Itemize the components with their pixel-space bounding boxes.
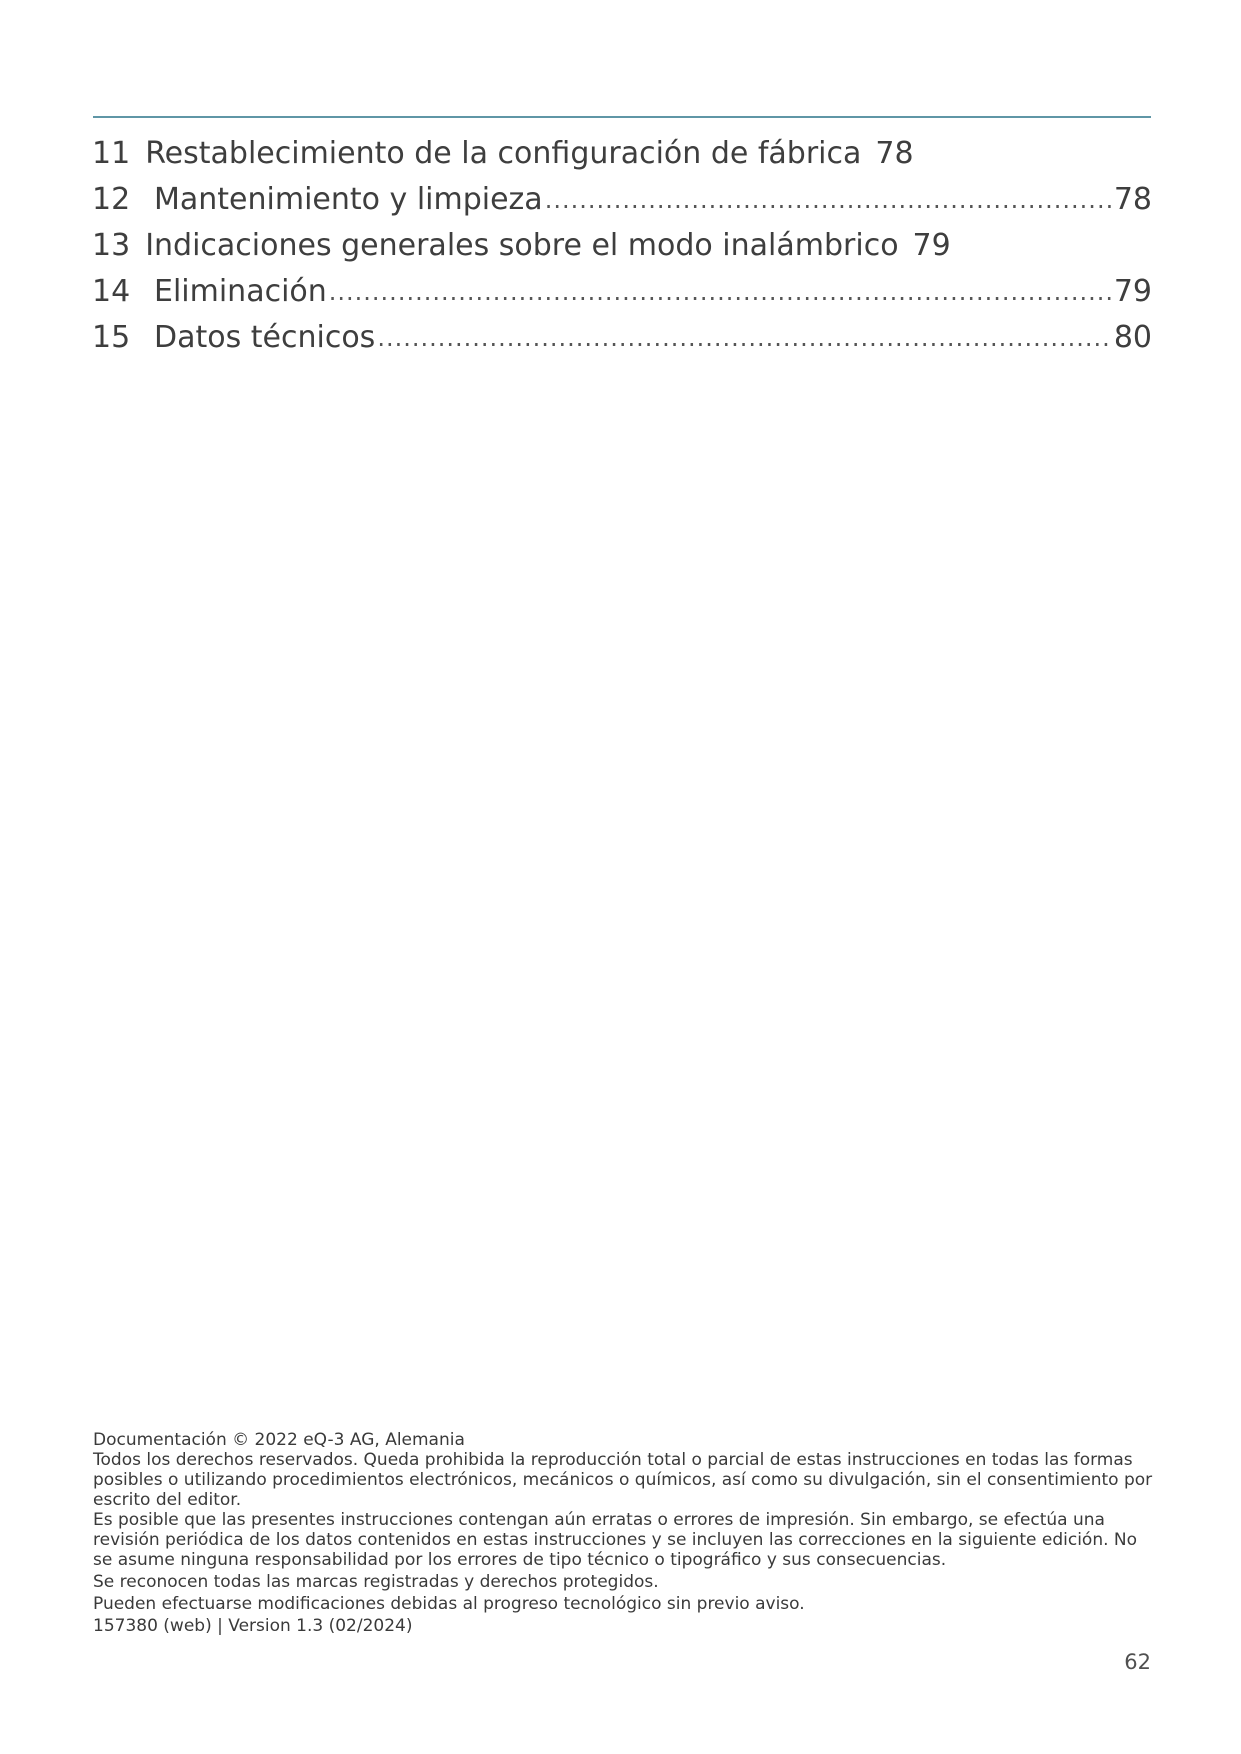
toc-entry-15[interactable] [92, 314, 1152, 360]
modifications-line: Pueden efectuarse modificaciones debidas al progreso tecnológico sin previo aviso. [93, 1594, 805, 1614]
toc-entry-title: Indicaciones generales sobre el modo inalámbrico [145, 227, 899, 263]
dot-leader [377, 324, 1112, 360]
toc-entry-page: 79 [912, 227, 951, 263]
legal-footer [93, 1430, 1153, 1636]
toc-entry-number: 15 [92, 319, 131, 355]
toc-entry-page: 78 [875, 135, 914, 171]
copyright-line: Documentación © 2022 eQ-3 AG, Alemania [93, 1430, 465, 1450]
toc-entry-number: 11 [92, 135, 131, 171]
toc-entry-title: Eliminación [154, 273, 327, 309]
toc-entry-title: Mantenimiento y limpieza [154, 181, 543, 217]
dot-leader [545, 186, 1112, 222]
toc-entry-title: Datos técnicos [154, 319, 376, 355]
version-line: 157380 (web) | Version 1.3 (02/2024) [93, 1616, 413, 1636]
toc-entry-page: 78 [1113, 181, 1152, 217]
toc-entry-number: 14 [92, 273, 131, 309]
errata-paragraph: Es posible que las presentes instrucciones contengan aún erratas o errores de impresión. Sin embargo, se efectúa una revisión periódica de los datos contenidos en estas instrucciones y se incluyen las correcciones en la siguiente edición. No se asume ninguna responsabilidad por los errores de tipo técnico o tipográfico y sus consecuencias. [93, 1510, 1138, 1570]
trademarks-line: Se reconocen todas las marcas registradas y derechos protegidos. [93, 1572, 659, 1592]
toc-entry-number: 13 [92, 227, 131, 263]
page-number: 62 [1124, 1650, 1151, 1674]
toc-entry-13[interactable] [92, 222, 1152, 268]
toc-entry-11[interactable] [92, 130, 1152, 176]
toc-entry-14[interactable] [92, 268, 1152, 314]
toc-entry-title: Restablecimiento de la configuración de fábrica [145, 135, 862, 171]
toc-entry-page: 79 [1113, 273, 1152, 309]
toc-entry-number: 12 [92, 181, 131, 217]
rights-paragraph: Todos los derechos reservados. Queda prohibida la reproducción total o parcial de estas instrucciones en todas las formas posibles o utilizando procedimientos electrónicos, mecánicos o químicos, así como su divulgación, sin el consentimiento por escrito del editor. [93, 1450, 1153, 1510]
header-rule [93, 116, 1151, 118]
toc-entry-page: 80 [1113, 319, 1152, 355]
toc-entry-12[interactable] [92, 176, 1152, 222]
table-of-contents [92, 130, 1152, 360]
dot-leader [329, 278, 1112, 314]
